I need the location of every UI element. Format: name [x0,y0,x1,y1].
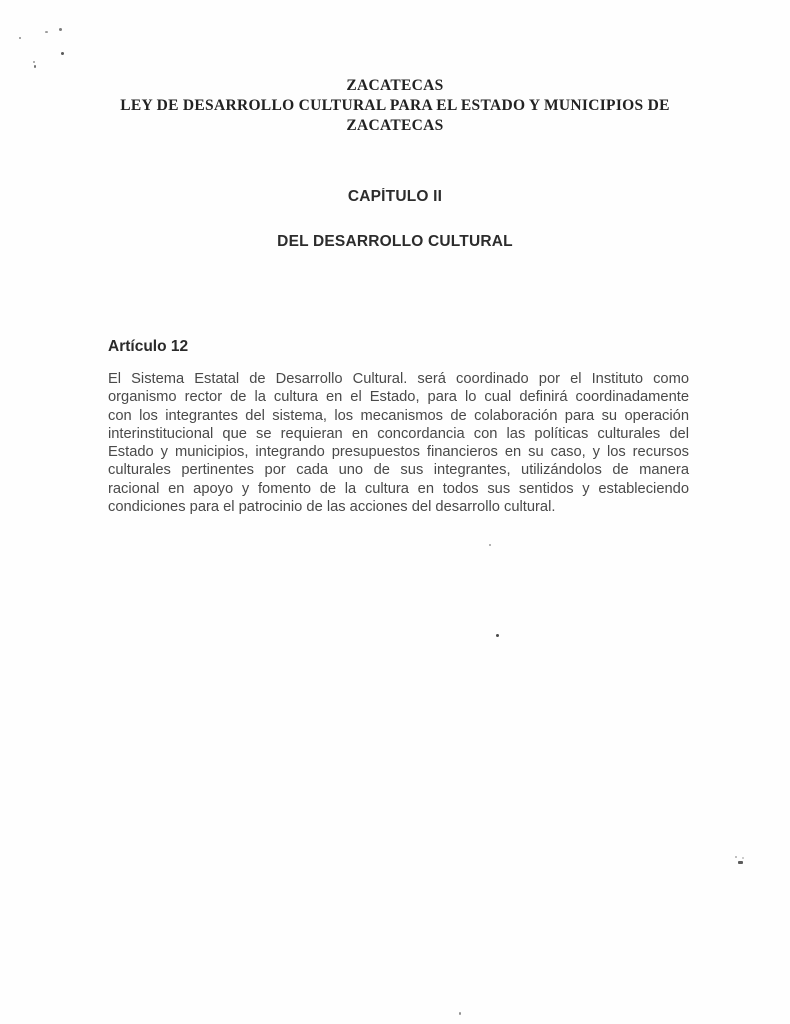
title-line: LEY DE DESARROLLO CULTURAL PARA EL ESTADO Y MUNICIPIOS DE [120,97,670,114]
section-heading: DEL DESARROLLO CULTURAL [277,233,513,250]
paragraph-line: con los integrantes del sistema, los mecanismos de colaboración para su operación [108,407,689,424]
article-paragraph [108,370,689,516]
paragraph-line: El Sistema Estatal de Desarrollo Cultural. será coordinado por el Instituto como [108,371,689,387]
document-title [0,76,790,136]
scan-speck [33,61,35,63]
scan-speck [459,1012,461,1015]
scan-speck [59,28,62,31]
scan-speck [489,544,491,546]
paragraph-line: culturales pertinentes por cada uno de sus integrantes, utilizándolos de manera [108,462,689,479]
scan-speck [61,52,64,55]
scan-speck [19,37,21,39]
scan-speck [738,861,743,864]
title-line: ZACATECAS [346,117,444,134]
paragraph-line: organismo rector de la cultura en el Estado, para lo cual definirá coordinadamente [108,389,689,406]
paragraph-line: interinstitucional que se requieran en concordancia con las políticas culturales del [108,425,689,442]
paragraph-line: racional en apoyo y fomento de la cultura en todos sus sentidos y estableciendo [108,480,689,497]
scan-speck [496,634,499,637]
scan-speck [742,857,744,859]
paragraph-line: condiciones para el patrocinio de las acciones del desarrollo cultural. [108,499,556,516]
article-heading: Artículo 12 [108,338,189,355]
scan-speck [34,65,36,68]
paragraph-line: Estado y municipios, integrando presupuestos financieros en su caso, y los recursos [108,444,689,461]
scan-speck [735,856,737,858]
chapter-heading: CAPÍTULO II [347,188,443,205]
scan-speck [45,31,48,33]
title-line: ZACATECAS [346,77,444,94]
